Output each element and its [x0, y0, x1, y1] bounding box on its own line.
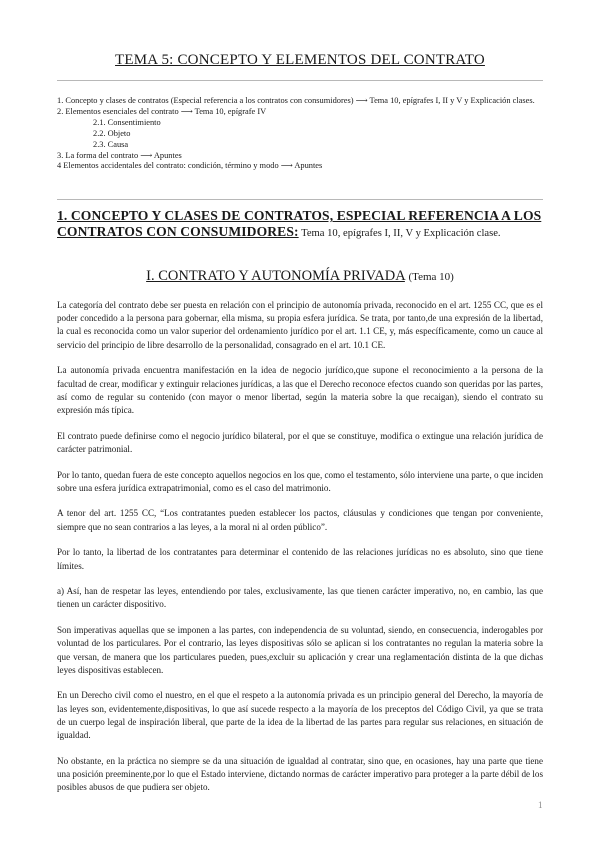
section-heading-text: 1. CONCEPTO Y CLASES DE CONTRATOS, ESPECIAL REFERENCIA A LOS CONTRATOS CON CONSUMIDORES: [57, 208, 542, 239]
paragraph: A tenor del art. 1255 CC, “Los contratantes pueden establecer los pactos, cláusulas y condiciones que tengan por conveniente, siempre que no sean contrarios a las leyes, a la moral ni al orden público”. [57, 508, 543, 532]
subsection-reference: (Tema 10) [408, 271, 454, 283]
divider [57, 80, 543, 81]
paragraph: Por lo tanto, quedan fuera de este concepto aquellos negocios en los que, como el testamento, sólo interviene una parte, o que inciden sobre una esfera jurídica extrapatrimonial, como es el caso del matrimonio. [57, 469, 543, 493]
divider [57, 199, 543, 200]
page-number: 1 [538, 800, 543, 810]
paragraph: La autonomía privada encuentra manifestación en la idea de negocio jurídico,que supone el reconocimiento a la persona de la facultad de crear, modificar y extinguir relaciones jurídicas, a las que el Derecho reconoce efectos cuando son queridas por las partes, así como de regular su contenido (con mayor o menor libertad, según la materia sobre la que recaigan), siendo el contrato su expresión más típica. [57, 365, 543, 415]
paragraph: No obstante, en la práctica no siempre se da una situación de igualdad al contratar, sino que, en ocasiones, hay una parte que tiene una posición preeminente,por lo que el Estado interviene, dictando normas de carácter imperativo para proteger a la parte débil de los posibles abusos de que pudiera ser objeto. [57, 755, 543, 793]
subsection-title [57, 268, 543, 285]
document-title: TEMA 5: CONCEPTO Y ELEMENTOS DEL CONTRATO [115, 52, 485, 68]
toc-item: 2. Elementos esenciales del contrato ⟶ Tema 10, epígrafe IV [57, 106, 267, 116]
subsection-title-text: I. CONTRATO Y AUTONOMÍA PRIVADA [146, 268, 405, 284]
paragraph: Por lo tanto, la libertad de los contratantes para determinar el contenido de las relaciones jurídicas no es absoluto, sino que tiene límites. [57, 547, 543, 571]
section-heading [57, 208, 543, 242]
section-reference: Tema 10, epígrafes I, II, V y Explicación clase. [298, 228, 501, 239]
table-of-contents [57, 96, 543, 172]
toc-item: 1. Concepto y clases de contratos (Especial referencia a los contratos con consumidores) ⟶ Tema 10, epígrafes I, II y V y Explicación clases. [57, 96, 535, 105]
toc-item: 4 Elementos accidentales del contrato: condición, término y modo ⟶ Apuntes [57, 161, 323, 171]
paragraph: Son imperativas aquellas que se imponen a las partes, con independencia de su voluntad, siendo, en consecuencia, inderogables por voluntad de los particulares. Por el contrario, las leyes dispositivas sólo se aplican si los contratantes no regulan la materia sobre la que versan, de manera que los particulares pueden, pues,excluir su aplicación y crear una reglamentación distinta de la que dichas leyes dispositivas establecen. [57, 625, 543, 675]
body-text [57, 299, 543, 807]
toc-item: 2.1. Consentimiento [93, 117, 161, 127]
paragraph: En un Derecho civil como el nuestro, en el que el respeto a la autonomía privada es un principio general del Derecho, la mayoría de las leyes son, evidentemente,dispositivas, lo que así sucede respecto a la mayoría de los preceptos del Código Civil, ya que se trata de un cuerpo legal de inspiración liberal, que parte de la idea de la libertad de las partes para regular sus relaciones, en situación de igualdad. [57, 690, 543, 741]
paragraph: a) Así, han de respetar las leyes, entendiendo por tales, exclusivamente, las que tienen carácter imperativo, no, en cambio, las que tienen un carácter dispositivo. [57, 586, 543, 610]
paragraph: La categoría del contrato debe ser puesta en relación con el principio de autonomía privada, reconocido en el art. 1255 CC, que es el poder concedido a la persona para gobernar, ella misma, su propia esfera jurídica. Se trata, por tanto,de una expresión de la libertad, la cual es reconocida como un valor superior del ordenamiento jurídico por el art. 1.1 CE, y, más específicamente, como un cauce al servicio del principio de libre desarrollo de la personalidad, consagrado en el art. 10.1 CE. [57, 300, 543, 350]
toc-item: 2.2. Objeto [93, 128, 131, 138]
paragraph: El contrato puede definirse como el negocio jurídico bilateral, por el que se constituye, modifica o extingue una relación jurídica de carácter patrimonial. [57, 430, 543, 454]
toc-item: 2.3. Causa [93, 139, 129, 149]
toc-item: 3. La forma del contrato ⟶ Apuntes [57, 150, 182, 160]
